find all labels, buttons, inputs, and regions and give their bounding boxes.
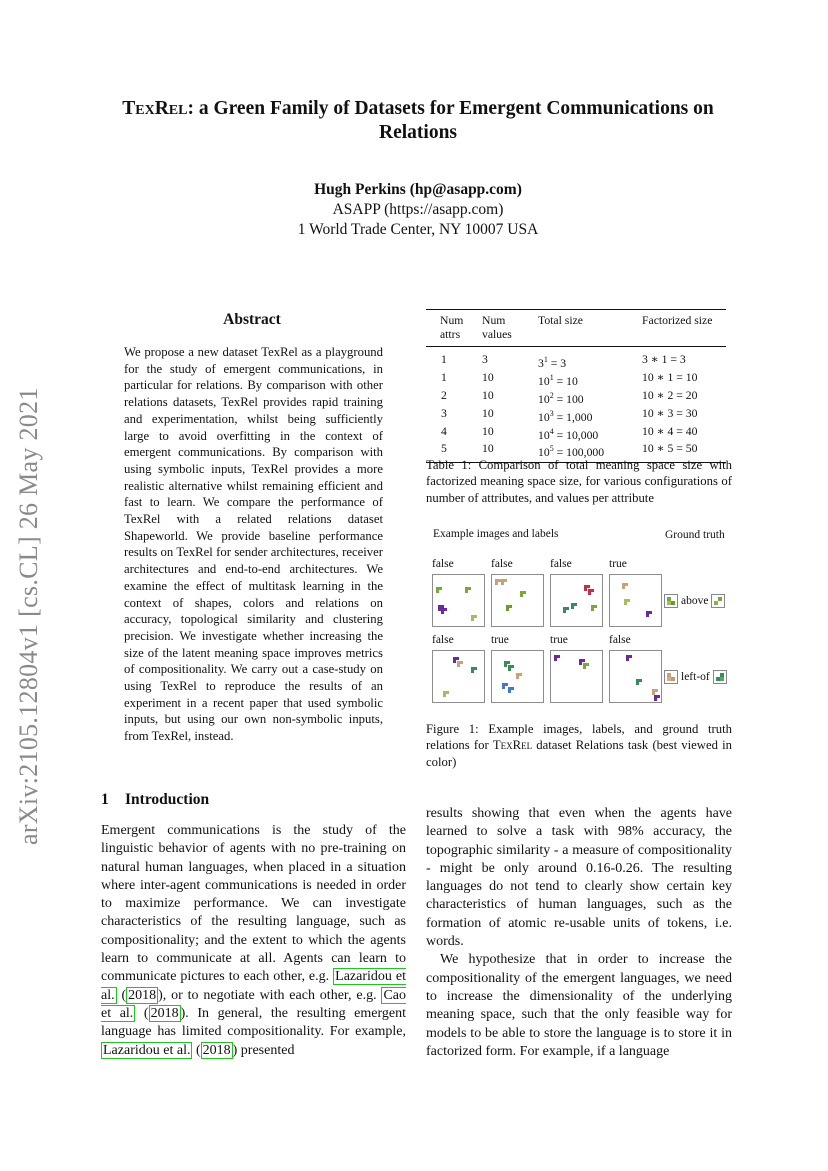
cell-total-size: [538, 389, 642, 407]
example-image: [491, 650, 544, 703]
cell-num-values: 10: [482, 388, 494, 402]
shape-pixel: [438, 608, 441, 611]
citation-author[interactable]: Cao et al.: [101, 987, 406, 1021]
shape-pixel: [624, 599, 627, 602]
cell-factorized-size: 3 ∗ 1 = 3: [642, 353, 686, 366]
exp-result: = 100: [553, 392, 584, 406]
shape-pixel: [583, 666, 586, 669]
shape-pixel: [523, 591, 526, 594]
shape-pixel: [587, 585, 590, 588]
intro-right-paragraph-1: results showing that even when the agents have learned to solve a task with 98% accuracy, the topographic similarity - a measure of compositionality - might be only around 0.16-0.26. The resulting languages do not tend to clearly show certain key characteristics of human languages, such as the formation of atomic re-usable units of tokens, i.e. words.: [426, 806, 732, 950]
shape-pixel: [501, 582, 504, 585]
cell-factorized-size: 10 ∗ 1 = 10: [642, 370, 698, 384]
shape-pixel: [579, 662, 582, 665]
shape-pixel: [520, 591, 523, 594]
shape-pixel: [511, 687, 514, 690]
shape-pixel: [649, 611, 652, 614]
shape-pixel: [436, 590, 439, 593]
shape-pixel: [465, 587, 468, 590]
exp-base: 10: [538, 392, 550, 406]
figure-ground-truth-header: Ground truth: [665, 529, 725, 541]
shape-pixel: [588, 589, 591, 592]
table-row: [426, 371, 726, 389]
example-image: [432, 574, 485, 627]
shape-pixel: [441, 605, 444, 608]
shape-pixel: [460, 661, 463, 664]
abstract-heading: Abstract: [223, 311, 281, 328]
exp-power: 5: [549, 444, 554, 454]
shape-pixel: [438, 605, 441, 608]
pixel-shapes: [610, 651, 661, 702]
citation-author[interactable]: Lazaridou et al.: [103, 1042, 191, 1058]
example-image: [491, 574, 544, 627]
shape-pixel: [574, 603, 577, 606]
cell-num-attrs: 5: [426, 442, 482, 462]
shape-icon: [713, 670, 727, 684]
shape-pixel: [436, 587, 439, 590]
shape-pixel: [506, 608, 509, 611]
intro-text-a: Emergent communications is the study of the linguistic behavior of agents with no pre-training on natural human languages, when placed in a situation where inter-agent communications is needed in order to maximize performance. We can investigate characteristics of the resulting language, such as compositionality; and the extent to which the agents learn to communicate at all. Agents can learn to communicate pictures to each other, e.g.: [101, 823, 406, 985]
shape-pixel: [636, 682, 639, 685]
example-label: false: [491, 558, 513, 570]
pixel-shapes: [433, 651, 484, 702]
shape-pixel: [622, 586, 625, 589]
shape-pixel: [625, 583, 628, 586]
intro-right-column: [426, 805, 732, 1061]
example-image: [550, 650, 603, 703]
shape-pixel: [626, 658, 629, 661]
th-total-size: Total size: [538, 310, 642, 329]
exp-result: = 3: [547, 356, 567, 370]
example-label: false: [432, 558, 454, 570]
th-factorized-size: Factorized size: [642, 310, 726, 329]
abstract-body: We propose a new dataset TexRel as a playground for the study of emergent communications, in particular for relations. By comparison with other relations datasets, TexRel provides rapid training and experimentation, whilst being sufficiently large to avoid overfitting in the context of emergent communications. By comparison with using symbolic inputs, TexRel provides a more realistic alternative whilst remaining efficient and fast to learn. We compare the performance of TexRel with a related relations dataset Shapeworld. We provide baseline performance results on TexRel for sender architectures, receiver architectures and end-to-end architectures. We examine the effect of multitask learning in the context of shapes, colors and relations on accuracy, topological similarity and clustering precision. We investigate whether increasing the size of the latent meaning space improves metrics of compositionality. We carry out a case-study on using TexRel to reproduce the results of an experiment in a recent paper that used symbolic inputs, but using our own non-symbolic inputs, from TexRel, instead.: [124, 345, 383, 744]
shape-pixel: [502, 686, 505, 689]
shape-pixel: [457, 661, 460, 664]
shape-pixel: [453, 660, 456, 663]
shape-pixel: [453, 657, 456, 660]
cell-factorized-size: 10 ∗ 3 = 30: [642, 406, 698, 420]
section-number: 1: [101, 791, 109, 808]
th-num-attrs-1: Num: [426, 310, 482, 329]
shape-pixel: [652, 692, 655, 695]
shape-pixel: [504, 579, 507, 582]
cell-total-size: [538, 425, 642, 443]
shape-pixel: [444, 608, 447, 611]
shape-pixel: [516, 673, 519, 676]
shape-pixel: [557, 655, 560, 658]
shape-pixel: [471, 670, 474, 673]
ground-truth-above: [664, 594, 725, 608]
shape-pixel: [646, 614, 649, 617]
pixel-shapes: [551, 651, 602, 702]
pixel-shapes: [492, 651, 543, 702]
author-org: ASAPP (https://asapp.com): [332, 201, 504, 218]
exp-base: 3: [538, 356, 544, 370]
shape-pixel: [508, 690, 511, 693]
author-block: [160, 180, 676, 240]
example-label: true: [609, 558, 627, 570]
cell-factorized-size: 10 ∗ 5 = 50: [642, 442, 726, 462]
shape-pixel: [520, 594, 523, 597]
shape-pixel: [571, 606, 574, 609]
example-image: [609, 574, 662, 627]
section-title: Introduction: [125, 791, 210, 808]
pixel-shapes: [433, 575, 484, 626]
shape-pixel: [629, 655, 632, 658]
shape-pixel: [498, 579, 501, 582]
exp-result: = 1,000: [553, 410, 593, 424]
cell-num-attrs: 3: [441, 406, 447, 420]
shape-pixel: [563, 607, 566, 610]
example-image: [432, 650, 485, 703]
shape-pixel: [506, 605, 509, 608]
th-empty-1: [538, 328, 642, 347]
cell-num-values: 10: [482, 442, 538, 462]
shape-pixel: [508, 687, 511, 690]
cell-num-attrs: 1: [441, 353, 447, 366]
shape-pixel: [441, 611, 444, 614]
shape-pixel: [439, 587, 442, 590]
shape-pixel: [579, 659, 582, 662]
exp-result: = 10: [553, 374, 578, 388]
figure-caption-a: Figure 1: Example images, labels, and ground truth relations for: [426, 722, 732, 753]
shape-icon: [664, 670, 678, 684]
shape-pixel: [582, 659, 585, 662]
th-num-values-1: Num: [482, 310, 538, 329]
exp-base: 10: [538, 428, 550, 442]
title-line2: Relations: [379, 122, 457, 143]
shape-pixel: [457, 664, 460, 667]
ground-truth-label: above: [681, 595, 709, 607]
shape-pixel: [624, 602, 627, 605]
shape-pixel: [502, 683, 505, 686]
example-image: [609, 650, 662, 703]
shape-pixel: [509, 605, 512, 608]
cell-total-size: [538, 371, 642, 389]
cell-num-values: 3: [482, 353, 488, 366]
shape-pixel: [626, 655, 629, 658]
title-rest: : a Green Family of Datasets for Emergent Communications on: [187, 98, 714, 119]
exp-power: 2: [549, 390, 554, 400]
shape-pixel: [501, 579, 504, 582]
shape-pixel: [443, 694, 446, 697]
shape-pixel: [495, 579, 498, 582]
exp-base: 10: [538, 374, 550, 388]
citation-author[interactable]: Lazaridou et al.: [101, 969, 406, 1003]
shape-pixel: [519, 673, 522, 676]
cell-total-size: [538, 407, 642, 425]
shape-pixel: [441, 608, 444, 611]
shape-pixel: [594, 605, 597, 608]
shape-pixel: [508, 668, 511, 671]
exp-power: 3: [549, 408, 554, 418]
shape-pixel: [586, 663, 589, 666]
cell-num-attrs: 4: [441, 424, 447, 438]
citation-lazaridou-2018-b[interactable]: [101, 1042, 192, 1059]
example-label: false: [609, 634, 631, 646]
cell-num-attrs: 1: [441, 370, 447, 384]
shape-icon: [664, 594, 678, 608]
cell-num-values: 10: [482, 424, 494, 438]
shape-pixel: [646, 611, 649, 614]
shape-pixel: [636, 679, 639, 682]
cell-factorized-size: 10 ∗ 2 = 20: [642, 388, 698, 402]
pixel-shapes: [551, 575, 602, 626]
figure-caption-b: dataset Relations task (best viewed in color): [426, 738, 732, 769]
shape-pixel: [654, 695, 657, 698]
shape-pixel: [571, 603, 574, 606]
shape-pixel: [657, 695, 660, 698]
figure-title: Example images and labels: [433, 528, 559, 540]
ground-truth-left-of: [664, 670, 727, 684]
intro-text-d: presented: [237, 1042, 295, 1058]
shape-pixel: [584, 585, 587, 588]
th-empty-2: [642, 328, 726, 347]
cell-num-attrs: 2: [441, 388, 447, 402]
example-label: false: [550, 558, 572, 570]
table-row: [426, 389, 726, 407]
example-label: true: [550, 634, 568, 646]
shape-pixel: [622, 583, 625, 586]
shape-pixel: [627, 599, 630, 602]
shape-pixel: [495, 582, 498, 585]
shape-pixel: [504, 661, 507, 664]
shape-pixel: [511, 665, 514, 668]
cell-factorized-size: 10 ∗ 4 = 40: [642, 424, 698, 438]
intro-left-column: [101, 822, 406, 1060]
shape-pixel: [583, 663, 586, 666]
figure-1-caption: [426, 721, 732, 770]
shape-pixel: [566, 607, 569, 610]
shape-pixel: [471, 667, 474, 670]
shape-pixel: [563, 610, 566, 613]
exp-power: 1: [543, 355, 548, 364]
intro-paragraph-1: Emergent communications is the study of the linguistic behavior of agents with no pre-training on natural human languages, when placed in a situation where inter-agent communications is needed in order to maximize performance. We can investigate characteristics of the resulting language, such as compositionality; and the extent to which the agents learn to communicate at all. Agents can learn to communicate pictures to each other, e.g. Lazaridou et al. ( 2018 ), or to negotiate with each other, e.g. Cao et al. ( 2018 ). In general, the resulting emergent language has limited compositionality. For example, Lazaridou et al. ( 2018 ) presented: [101, 823, 406, 1058]
shape-pixel: [508, 665, 511, 668]
shape-pixel: [652, 689, 655, 692]
shape-pixel: [468, 587, 471, 590]
intro-text-c: . In general, the resulting emergent language has limited compositionality. For example,: [101, 1005, 406, 1040]
table-row: [426, 347, 726, 371]
figure-caption-dataset: TexRel: [492, 738, 533, 753]
exp-power: 4: [549, 426, 554, 436]
cell-num-values: 10: [482, 370, 494, 384]
shape-pixel: [471, 615, 474, 618]
shape-icon: [711, 594, 725, 608]
cell-total-size: [538, 347, 642, 371]
shape-pixel: [504, 664, 507, 667]
author-name: Hugh Perkins (hp@asapp.com): [314, 181, 522, 198]
exp-result: = 10,000: [553, 428, 599, 442]
pixel-shapes: [610, 575, 661, 626]
shape-pixel: [474, 615, 477, 618]
shape-pixel: [471, 618, 474, 621]
cell-num-values: 10: [482, 406, 494, 420]
shape-pixel: [639, 679, 642, 682]
example-label: false: [432, 634, 454, 646]
shape-pixel: [591, 608, 594, 611]
example-image: [550, 574, 603, 627]
title-dataset-name: TexRel: [122, 98, 188, 119]
table-1-caption: Table 1: Comparison of total meaning space size with factorized meaning space size, for various configurations of number of attributes, and values per attribute: [426, 458, 732, 505]
shape-pixel: [446, 691, 449, 694]
intro-right-paragraph-2: We hypothesize that in order to increase the compositionality of the emergent languages, we need to increase the dimensionality of the underlying meaning space, such that the only feasible way for models to be able to store the language is to store it in factorized form. For example, if a language: [426, 952, 732, 1059]
arxiv-stamp: arXiv:2105.12804v1 [cs.CL] 26 May 2021: [14, 387, 43, 845]
th-num-values-2: values: [482, 328, 538, 347]
intro-text-b: , or to negotiate with each other, e.g.: [162, 987, 382, 1003]
shape-pixel: [588, 592, 591, 595]
shape-pixel: [584, 588, 587, 591]
shape-pixel: [465, 590, 468, 593]
exp-result: = 100,000: [553, 446, 605, 460]
shape-pixel: [655, 689, 658, 692]
citation-year-c[interactable]: 2018: [202, 1042, 231, 1058]
shape-pixel: [591, 605, 594, 608]
table-row: [426, 407, 726, 425]
table-body: [426, 347, 726, 463]
shape-pixel: [456, 657, 459, 660]
exp-power: 1: [549, 372, 554, 382]
example-label: true: [491, 634, 509, 646]
citation-year-b[interactable]: 2018: [150, 1005, 179, 1021]
pixel-shapes: [492, 575, 543, 626]
section-heading-introduction: [101, 791, 209, 809]
shape-pixel: [507, 661, 510, 664]
shape-pixel: [505, 683, 508, 686]
shape-pixel: [516, 676, 519, 679]
citation-year-a[interactable]: 2018: [128, 987, 157, 1003]
paper-title: [60, 97, 776, 145]
table-row: [426, 425, 726, 443]
ground-truth-label: left-of: [681, 671, 710, 683]
exp-base: 10: [538, 446, 550, 460]
shape-pixel: [591, 589, 594, 592]
shape-pixel: [474, 667, 477, 670]
shape-pixel: [554, 655, 557, 658]
shape-pixel: [443, 691, 446, 694]
th-num-attrs-2: attrs: [426, 328, 482, 347]
shape-pixel: [554, 658, 557, 661]
exp-base: 10: [538, 410, 550, 424]
author-address: 1 World Trade Center, NY 10007 USA: [297, 221, 539, 238]
table-1: [426, 309, 726, 463]
shape-pixel: [654, 698, 657, 701]
